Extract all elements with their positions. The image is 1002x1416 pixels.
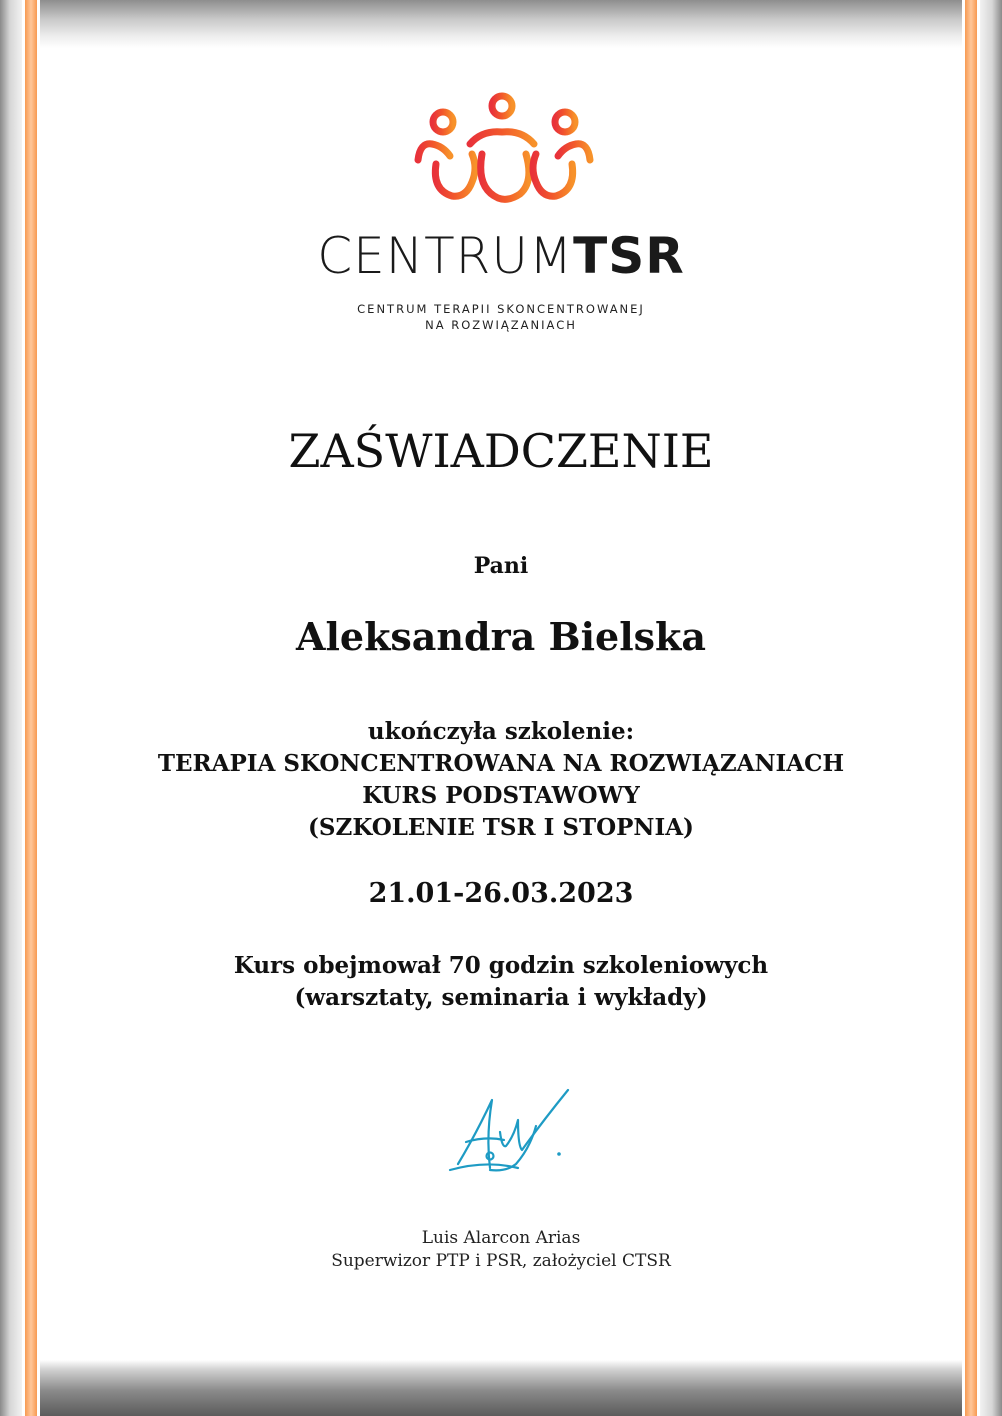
bottom-gradient-bar [40,1360,962,1416]
course-dates: 21.01-26.03.2023 [368,878,634,909]
handwritten-signature [446,1086,576,1178]
course-level: KURS PODSTAWOWY [362,782,640,809]
left-orange-stripe [25,0,37,1416]
right-gray-border [980,0,1002,1416]
certificate-title: ZAŚWIADCZENIE [288,424,714,478]
brand-light-text: CENTRUM [317,227,574,285]
top-gradient-bar [40,0,962,48]
brand-bold-text: TSR [573,227,685,285]
salutation: Pani [473,553,529,579]
course-degree: (SZKOLENIE TSR I STOPNIA) [308,814,694,841]
left-gray-border [0,0,22,1416]
signatory-role: Superwizor PTP i PSR, założyciel CTSR [331,1251,671,1271]
signatory-name: Luis Alarcon Arias [421,1228,581,1248]
three-people-icon [410,92,600,212]
recipient-name: Aleksandra Bielska [295,614,707,659]
brand-subtitle-line-2: NA ROZWIĄZANIACH [425,318,577,332]
brand-subtitle-line-1: CENTRUM TERAPII SKONCENTROWANEJ [357,302,645,316]
course-hours: Kurs obejmował 70 godzin szkoleniowych [233,952,769,979]
brand-wordmark [0,226,1002,286]
course-name: TERAPIA SKONCENTROWANA NA ROZWIĄZANIACH [157,750,845,777]
completed-label: ukończyła szkolenie: [367,718,635,745]
course-hours-detail: (warsztaty, seminaria i wykłady) [294,984,708,1011]
right-orange-stripe [965,0,977,1416]
